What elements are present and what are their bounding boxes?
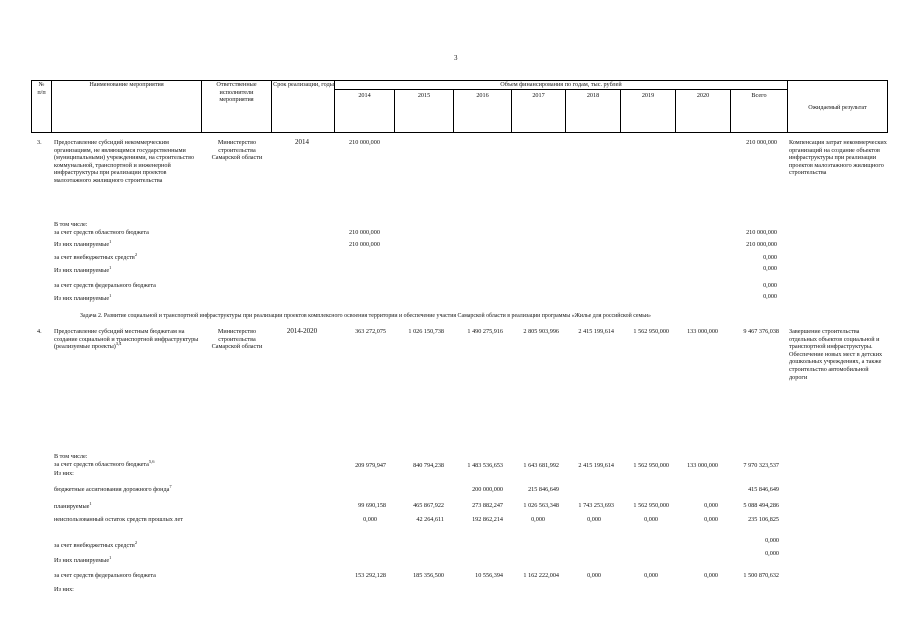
subrow-total: 415 846,649 xyxy=(748,486,779,493)
subrow-label: Из них: xyxy=(54,586,74,593)
header-total: Всего xyxy=(751,92,767,99)
task-heading: Задача 2. Развитие социальной и транспортной инфраструктуры при реализации проектов комплексного освоения территории и обеспечение участия Самарской области в реализации программы «Жилье для российской семьи» xyxy=(80,313,652,319)
subrow-value: 185 356,500 xyxy=(413,572,444,579)
header-years-border xyxy=(334,89,787,90)
subrow-value: 1 162 222,004 xyxy=(523,572,559,579)
row-value-2017: 2 805 903,996 xyxy=(523,328,559,335)
header-year: 2019 xyxy=(641,92,655,99)
subrow-label: за счет внебюджетных средств$^2$ xyxy=(54,251,138,261)
header-col-term: Срок реализации, годы xyxy=(273,81,334,88)
row-value-2018: 2 415 199,614 xyxy=(578,328,614,335)
subrow-value: 465 867,922 xyxy=(413,502,444,509)
subrow-label: за счет средств федерального бюджета xyxy=(54,282,156,289)
row-value-2014: 363 272,075 xyxy=(355,328,386,335)
subrow-value: 153 292,128 xyxy=(355,572,386,579)
row-term: 2014-2020 xyxy=(286,327,318,335)
subrow-total: 0,000 xyxy=(763,254,777,261)
subrow-value: 0,000 xyxy=(704,516,718,523)
subrow-total: 235 106,825 xyxy=(748,516,779,523)
row-value-total: 210 000,000 xyxy=(746,139,777,146)
header-year: 2017 xyxy=(532,92,545,99)
row-responsible: Министерство строительства Самарской области xyxy=(211,328,263,351)
subrow-value: 1 743 253,693 xyxy=(578,502,614,509)
subrow-label: Из них планируемые$^1$ xyxy=(54,264,112,274)
subrow-value: 2 415 199,614 xyxy=(578,462,614,469)
row-name: Предоставление субсидий местным бюджетам на создание социальной и транспортной инфраструктуры (реализуемые проекты)$^{3,4}$ xyxy=(54,328,199,351)
header-year: 2015 xyxy=(417,92,431,99)
row-value-2016: 1 490 275,916 xyxy=(467,328,503,335)
header-col-responsible: Ответственные исполнители мероприятия xyxy=(216,81,257,104)
header-vline xyxy=(887,80,888,133)
subrow-value: 1 562 950,000 xyxy=(633,502,669,509)
subrow-value: 99 690,158 xyxy=(358,502,386,509)
subrow-total: 0,000 xyxy=(765,537,779,544)
header-vline xyxy=(201,80,202,133)
subrow-label: за счет внебюджетных средств$^2$ xyxy=(54,539,138,549)
row-name: Предоставление субсидий некоммерческим организациям, не являющимся государственными (муниципальными) учреждениями, на строительство коммунальной, транспортной и инженерной инфраструктуры при реализации проектов малоэтажного жилищного строительства xyxy=(54,139,195,184)
subrow-value: 192 862,214 xyxy=(472,516,503,523)
subrow-total: 5 088 494,286 xyxy=(743,502,779,509)
subrow-value: 0,000 xyxy=(531,516,545,523)
header-bottom-border xyxy=(31,132,888,133)
row-result: Компенсация затрат некоммерческих организаций на создание объектов инфраструктуры при реализации проектов малоэтажного жилищного строительства xyxy=(789,139,887,177)
row-responsible: Министерство строительства Самарской области xyxy=(211,139,263,162)
subrow-total: 0,000 xyxy=(763,293,777,300)
header-col-name: Наименование мероприятия xyxy=(89,81,164,88)
row-value-2014: 210 000,000 xyxy=(349,139,380,146)
subrow-value: 0,000 xyxy=(644,572,658,579)
subrow-value: 0,000 xyxy=(704,502,718,509)
subrow-value: 210 000,000 xyxy=(349,229,380,236)
subrow-value: 0,000 xyxy=(363,516,377,523)
row-value-2019: 1 562 950,000 xyxy=(633,328,669,335)
subrow-value: 1 643 681,992 xyxy=(523,462,559,469)
row-result: Завершение строительства отдельных объектов социальной и транспортной инфраструктуры. Обеспечение новых мест в детских дошкольных учреждениях, а также строительство автомобильной дороги xyxy=(789,328,883,381)
subrow-total: 0,000 xyxy=(763,265,777,272)
subrow-total: 7 970 323,537 xyxy=(743,462,779,469)
row-number: 4. xyxy=(37,328,42,335)
subrow-label: за счет средств федерального бюджета xyxy=(54,572,156,579)
subrow-label: бюджетные ассигнования дорожного фонда$^7$ xyxy=(54,483,172,493)
subrow-total: 0,000 xyxy=(765,550,779,557)
header-vline xyxy=(271,80,272,133)
subrow-value: 215 846,649 xyxy=(528,486,559,493)
subrow-label: В том числе: xyxy=(54,221,88,228)
subrow-value: 273 882,247 xyxy=(472,502,503,509)
header-year: 2016 xyxy=(476,92,489,99)
subrow-label: Из них планируемые$^1$ xyxy=(54,238,112,248)
subrow-total: 210 000,000 xyxy=(746,241,777,248)
subrow-label: планируемые$^1$ xyxy=(54,500,92,510)
header-col-volume: Объем финансирования по годам, тыс. рублей xyxy=(500,81,622,88)
subrow-value: 0,000 xyxy=(587,516,601,523)
row-number: 3. xyxy=(37,139,42,146)
subrow-value: 0,000 xyxy=(704,572,718,579)
subrow-label: В том числе: xyxy=(54,453,88,460)
row-value-total: 9 467 376,038 xyxy=(743,328,779,335)
header-year: 2018 xyxy=(586,92,600,99)
subrow-value: 42 264,611 xyxy=(416,516,444,523)
subrow-label: Из них планируемые$^1$ xyxy=(54,554,112,564)
subrow-value: 200 000,000 xyxy=(472,486,503,493)
page-number: 3 xyxy=(454,54,458,62)
subrow-value: 0,000 xyxy=(587,572,601,579)
subrow-total: 0,000 xyxy=(763,282,777,289)
subrow-value: 1 483 536,653 xyxy=(467,462,503,469)
subrow-label: Из них планируемые$^1$ xyxy=(54,292,112,302)
header-col-result: Ожидаемый результат xyxy=(808,104,867,111)
subrow-value: 0,000 xyxy=(644,516,658,523)
subrow-label: за счет средств областного бюджета$^{5,6}$ xyxy=(54,458,155,468)
subrow-label: неиспользованный остаток средств прошлых лет xyxy=(54,516,183,523)
header-year: 2014 xyxy=(358,92,371,99)
subrow-value: 1 026 563,348 xyxy=(523,502,559,509)
subrow-value: 209 979,947 xyxy=(355,462,386,469)
subrow-value: 1 562 950,000 xyxy=(633,462,669,469)
subrow-value: 133 000,000 xyxy=(687,462,718,469)
header-col-number: № п/п xyxy=(37,81,46,96)
subrow-total: 1 500 870,632 xyxy=(743,572,779,579)
subrow-label: за счет средств областного бюджета xyxy=(54,229,149,236)
subrow-value: 10 556,394 xyxy=(475,572,503,579)
row-value-2015: 1 026 150,738 xyxy=(408,328,444,335)
subrow-value: 840 794,238 xyxy=(413,462,444,469)
header-year: 2020 xyxy=(696,92,710,99)
subrow-total: 210 000,000 xyxy=(746,229,777,236)
row-value-2020: 133 000,000 xyxy=(687,328,718,335)
row-term: 2014 xyxy=(295,138,309,146)
subrow-label: Из них: xyxy=(54,470,74,477)
subrow-value: 210 000,000 xyxy=(349,241,380,248)
